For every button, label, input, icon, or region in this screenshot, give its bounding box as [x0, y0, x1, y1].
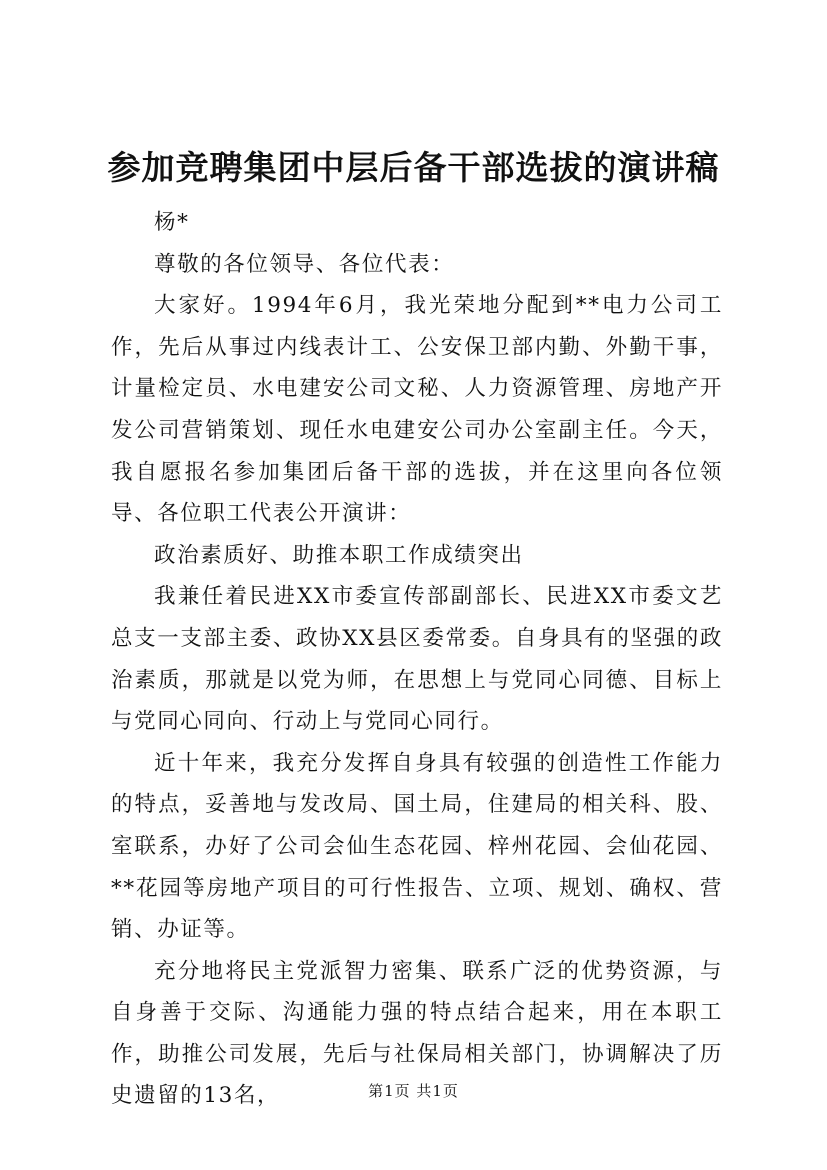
paragraph-resources: 充分地将民主党派智力密集、联系广泛的优势资源，与自身善于交际、沟通能力强的特点结合起来，用在本职工作，助推公司发展，先后与社保局相关部门，协调解决了历史遗留的13名， [111, 958, 723, 1109]
paragraph-salutation: 尊敬的各位领导、各位代表： [154, 251, 455, 277]
paragraph-achievements: 近十年来，我充分发挥自身具有较强的创造性工作能力的特点，妥善地与发改局、国土局，住建局的相关科、股、室联系，办好了公司会仙生态花园、梓州花园、会仙花园、**花园等房地产项目的可行性报告、立项、规划、确权、营销、办证等。 [111, 750, 723, 943]
author-line: 杨* [154, 210, 190, 235]
document-title: 参加竞聘集团中层后备干部选拔的演讲稿 [107, 148, 720, 187]
document-body [111, 202, 723, 1117]
section-heading: 政治素质好、助推本职工作成绩突出 [154, 542, 524, 568]
paragraph-political: 我兼任着民进XX市委宣传部副部长、民进XX市委文艺总支一支部主委、政协XX县区委常委。自身具有的坚强的政治素质，那就是以党为师，在思想上与党同心同德、目标上与党同心同向、行动上与党同心同行。 [111, 584, 723, 735]
page-number-footer: 第1页 共1页 [368, 1082, 459, 1100]
paragraph-introduction: 大家好。1994年6月，我光荣地分配到**电力公司工作，先后从事过内线表计工、公安保卫部内勤、外勤干事，计量检定员、水电建安公司文秘、人力资源管理、房地产开发公司营销策划、现任水电建安公司办公室副主任。今天，我自愿报名参加集团后备干部的选拔，并在这里向各位领导、各位职工代表公开演讲： [111, 293, 723, 527]
